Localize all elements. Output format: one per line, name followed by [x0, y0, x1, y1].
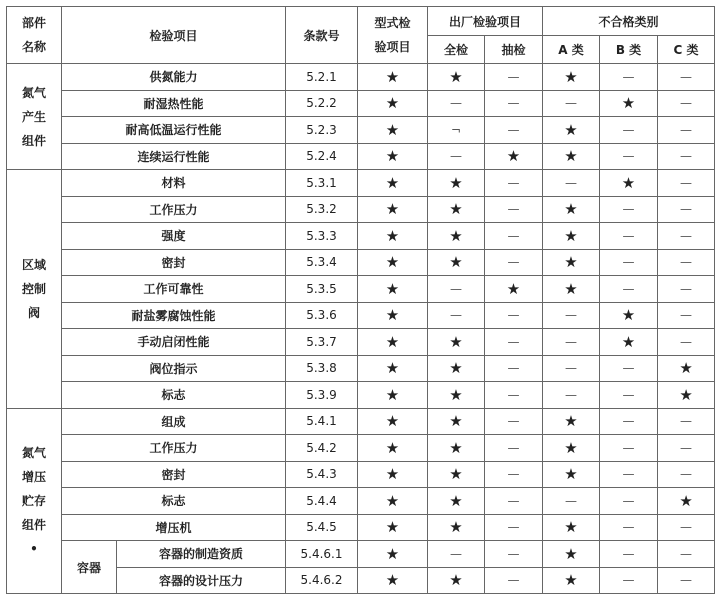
item-name: 耐盐雾腐蚀性能 [62, 302, 286, 329]
clause-number: 5.3.7 [286, 329, 358, 356]
dash-mark: — [543, 382, 600, 409]
star-mark: ★ [358, 435, 428, 462]
table-row [7, 408, 715, 435]
star-mark: ★ [543, 567, 600, 594]
star-mark: ★ [543, 541, 600, 568]
star-mark: ★ [428, 461, 485, 488]
table-row [7, 488, 715, 515]
dash-mark: — [658, 196, 715, 223]
dash-mark: — [658, 170, 715, 197]
table-row [7, 329, 715, 356]
item-name: 供氮能力 [62, 64, 286, 91]
clause-number: 5.3.9 [286, 382, 358, 409]
star-mark: ★ [428, 64, 485, 91]
dash-mark: — [543, 329, 600, 356]
star-mark: ★ [428, 170, 485, 197]
star-mark: ★ [485, 276, 543, 303]
dash-mark: — [600, 461, 658, 488]
star-mark: ★ [358, 355, 428, 382]
dash-mark: — [600, 382, 658, 409]
component-name: 氮气 增压 贮存 组件 • [7, 408, 62, 594]
table-row [7, 170, 715, 197]
col-header-sample-check: 抽检 [485, 36, 543, 64]
star-mark: ★ [543, 249, 600, 276]
clause-number: 5.4.4 [286, 488, 358, 515]
dash-mark: — [658, 408, 715, 435]
star-mark: ★ [358, 514, 428, 541]
item-name: 阀位指示 [62, 355, 286, 382]
clause-number: 5.3.8 [286, 355, 358, 382]
dash-mark: — [428, 302, 485, 329]
star-mark: ★ [358, 567, 428, 594]
star-mark: ★ [358, 196, 428, 223]
star-mark: ★ [543, 435, 600, 462]
dash-mark: — [543, 355, 600, 382]
item-name: 工作压力 [62, 435, 286, 462]
star-mark: ★ [543, 117, 600, 144]
dash-mark: — [485, 567, 543, 594]
star-mark: ★ [428, 408, 485, 435]
col-header-type-test: 型式检 验项目 [358, 7, 428, 64]
table-row [7, 461, 715, 488]
dash-mark: — [543, 90, 600, 117]
dash-mark: — [485, 196, 543, 223]
dash-mark: — [485, 117, 543, 144]
dash-mark: — [658, 90, 715, 117]
dash-mark: — [658, 64, 715, 91]
component-name: 氮气 产生 组件 [7, 64, 62, 170]
star-mark: ★ [358, 90, 428, 117]
dash-mark: — [485, 170, 543, 197]
dash-mark: — [543, 170, 600, 197]
star-mark: ★ [358, 302, 428, 329]
dash-mark: — [600, 567, 658, 594]
inspection-table [6, 6, 715, 594]
table-row [7, 541, 715, 568]
item-name: 组成 [62, 408, 286, 435]
star-mark: ★ [358, 329, 428, 356]
star-mark: ★ [600, 329, 658, 356]
star-mark: ★ [358, 249, 428, 276]
dash-mark: — [485, 488, 543, 515]
col-header-class-a: A 类 [543, 36, 600, 64]
dash-mark: — [600, 249, 658, 276]
table-row [7, 143, 715, 170]
dash-mark: — [600, 355, 658, 382]
dash-mark: — [600, 276, 658, 303]
item-name: 手动启闭性能 [62, 329, 286, 356]
star-mark: ★ [600, 170, 658, 197]
item-name: 工作压力 [62, 196, 286, 223]
dash-mark: — [658, 249, 715, 276]
table-row [7, 117, 715, 144]
dash-mark: — [485, 90, 543, 117]
dash-mark: — [658, 541, 715, 568]
star-mark: ★ [485, 143, 543, 170]
item-name: 材料 [62, 170, 286, 197]
star-mark: ★ [543, 461, 600, 488]
table-row [7, 249, 715, 276]
dash-mark: — [600, 143, 658, 170]
col-header-full-check: 全检 [428, 36, 485, 64]
star-mark: ★ [358, 170, 428, 197]
dash-mark: — [658, 435, 715, 462]
star-mark: ★ [428, 196, 485, 223]
col-header-class-b: B 类 [600, 36, 658, 64]
dash-mark: — [428, 541, 485, 568]
clause-number: 5.2.1 [286, 64, 358, 91]
star-mark: ★ [358, 117, 428, 144]
dash-mark: — [485, 461, 543, 488]
dash-mark: — [600, 64, 658, 91]
clause-number: 5.2.3 [286, 117, 358, 144]
table-row [7, 302, 715, 329]
item-name: 密封 [62, 461, 286, 488]
clause-number: 5.2.2 [286, 90, 358, 117]
clause-number: 5.4.6.1 [286, 541, 358, 568]
item-name: 工作可靠性 [62, 276, 286, 303]
star-mark: ★ [543, 276, 600, 303]
dash-mark: — [658, 567, 715, 594]
dash-mark: — [658, 117, 715, 144]
star-mark: ★ [428, 514, 485, 541]
dash-mark: — [600, 196, 658, 223]
col-header-factory-test: 出厂检验项目 [428, 7, 543, 36]
dash-mark: — [600, 117, 658, 144]
star-mark: ★ [428, 249, 485, 276]
star-mark: ★ [543, 143, 600, 170]
item-name: 容器的设计压力 [117, 567, 286, 594]
dash-mark: — [485, 64, 543, 91]
dash-mark: — [600, 223, 658, 250]
dash-mark: — [485, 249, 543, 276]
dash-mark: — [485, 329, 543, 356]
item-name: 连续运行性能 [62, 143, 286, 170]
item-name: 增压机 [62, 514, 286, 541]
dash-mark: — [658, 223, 715, 250]
clause-number: 5.4.6.2 [286, 567, 358, 594]
dash-mark: — [485, 355, 543, 382]
dash-mark: — [543, 488, 600, 515]
dash-mark: — [658, 302, 715, 329]
table-row [7, 64, 715, 91]
dash-mark: — [485, 435, 543, 462]
table-row [7, 196, 715, 223]
star-mark: ★ [428, 329, 485, 356]
table-row [7, 435, 715, 462]
star-mark: ★ [358, 276, 428, 303]
dash-mark: — [600, 408, 658, 435]
star-mark: ★ [543, 223, 600, 250]
star-mark: ★ [428, 488, 485, 515]
star-mark: ★ [543, 408, 600, 435]
dash-mark: — [428, 276, 485, 303]
dash-mark: — [485, 302, 543, 329]
dash-mark: — [600, 514, 658, 541]
component-name: 区域 控制 阀 [7, 170, 62, 409]
item-name: 耐高低温运行性能 [62, 117, 286, 144]
clause-number: 5.3.1 [286, 170, 358, 197]
dash-mark: — [600, 541, 658, 568]
dash-mark: — [543, 302, 600, 329]
item-name: 容器的制造资质 [117, 541, 286, 568]
clause-number: 5.3.4 [286, 249, 358, 276]
dash-mark: — [600, 488, 658, 515]
clause-number: 5.4.5 [286, 514, 358, 541]
table-row [7, 355, 715, 382]
star-mark: ★ [358, 223, 428, 250]
star-mark: ★ [658, 488, 715, 515]
clause-number: 5.2.4 [286, 143, 358, 170]
table-row [7, 382, 715, 409]
star-mark: ★ [358, 461, 428, 488]
clause-number: 5.4.1 [286, 408, 358, 435]
header-row-1 [7, 7, 715, 36]
clause-number: 5.3.2 [286, 196, 358, 223]
dash-mark: — [485, 223, 543, 250]
dash-mark: — [658, 514, 715, 541]
col-header-class-c: C 类 [658, 36, 715, 64]
dash-mark: — [428, 90, 485, 117]
dash-mark: — [658, 276, 715, 303]
star-mark: ★ [358, 143, 428, 170]
dash-mark: — [658, 329, 715, 356]
clause-number: 5.4.3 [286, 461, 358, 488]
table-row [7, 90, 715, 117]
star-mark: ★ [543, 64, 600, 91]
item-name: 耐湿热性能 [62, 90, 286, 117]
item-name: 强度 [62, 223, 286, 250]
star-mark: ★ [428, 382, 485, 409]
star-mark: ★ [428, 223, 485, 250]
col-header-nonconformity: 不合格类别 [543, 7, 715, 36]
table-row [7, 223, 715, 250]
clause-number: 5.3.5 [286, 276, 358, 303]
dash-mark: — [485, 514, 543, 541]
star-mark: ★ [358, 382, 428, 409]
dash-mark: — [600, 435, 658, 462]
item-name: 密封 [62, 249, 286, 276]
item-name: 标志 [62, 488, 286, 515]
star-mark: ★ [600, 90, 658, 117]
star-mark: ★ [428, 435, 485, 462]
dash-mark: — [485, 382, 543, 409]
clause-number: 5.3.6 [286, 302, 358, 329]
star-mark: ★ [543, 196, 600, 223]
star-mark: ★ [600, 302, 658, 329]
dash-mark: ¬ [428, 117, 485, 144]
dash-mark: — [658, 143, 715, 170]
star-mark: ★ [358, 541, 428, 568]
col-header-item: 检验项目 [62, 7, 286, 64]
item-name: 标志 [62, 382, 286, 409]
star-mark: ★ [658, 382, 715, 409]
table-row [7, 276, 715, 303]
table-row [7, 514, 715, 541]
clause-number: 5.4.2 [286, 435, 358, 462]
star-mark: ★ [358, 64, 428, 91]
star-mark: ★ [428, 355, 485, 382]
clause-number: 5.3.3 [286, 223, 358, 250]
star-mark: ★ [543, 514, 600, 541]
dash-mark: — [485, 541, 543, 568]
col-header-component: 部件 名称 [7, 7, 62, 64]
star-mark: ★ [358, 408, 428, 435]
subgroup-name: 容器 [62, 541, 117, 594]
star-mark: ★ [658, 355, 715, 382]
dash-mark: — [485, 408, 543, 435]
dash-mark: — [428, 143, 485, 170]
dash-mark: — [658, 461, 715, 488]
col-header-clause: 条款号 [286, 7, 358, 64]
star-mark: ★ [358, 488, 428, 515]
star-mark: ★ [428, 567, 485, 594]
table-body [7, 64, 715, 594]
